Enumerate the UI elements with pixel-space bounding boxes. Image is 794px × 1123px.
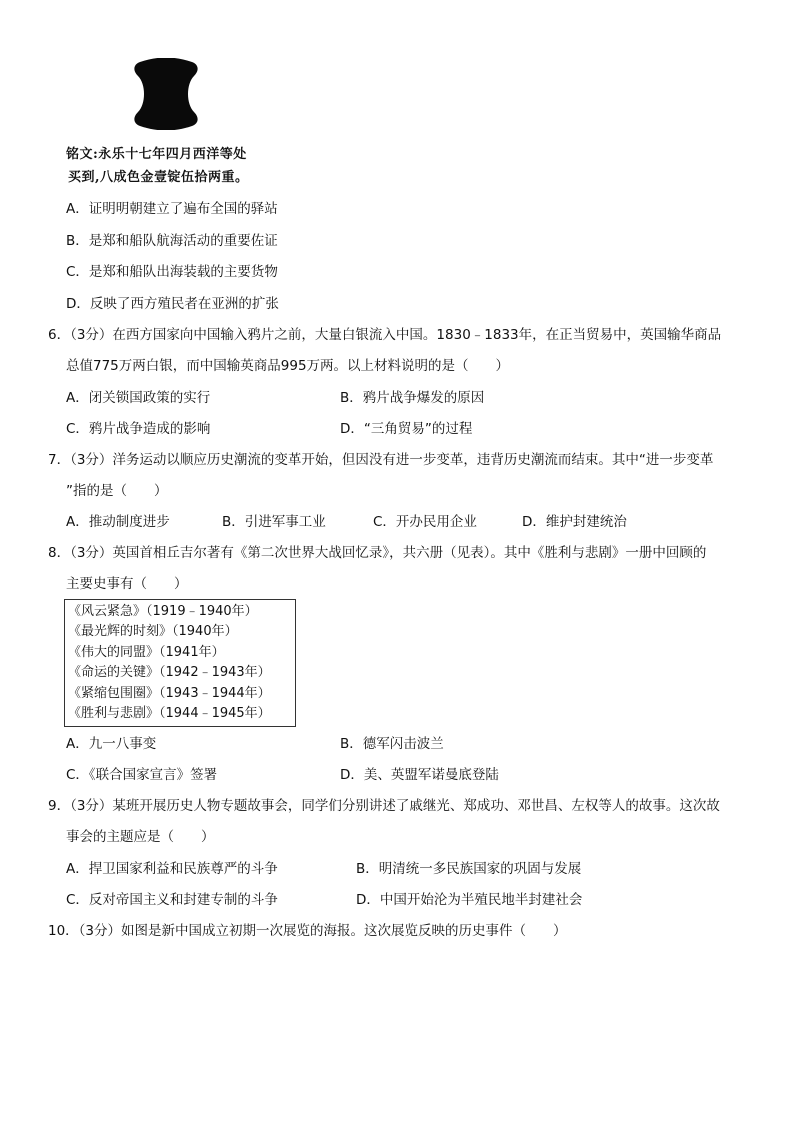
q5-option-d[interactable]: D．反映了西方殖民者在亚洲的扩张: [66, 296, 279, 312]
q7-option-b[interactable]: B．引进军事工业: [222, 514, 326, 530]
volume-row: 《胜利与悲剧》（1944﹣1945年）: [68, 706, 271, 722]
q10-stem-line-1: 10．（3分）如图是新中国成立初期一次展览的海报。这次展览反映的历史事件（ ）: [48, 923, 567, 939]
volume-row: 《命运的关键》（1942﹣1943年）: [68, 665, 271, 681]
volume-row: 《最光辉的时刻》（1940年）: [68, 624, 238, 640]
q9-option-c[interactable]: C．反对帝国主义和封建专制的斗争: [66, 892, 278, 908]
q9-stem-line-2: 事会的主题应是（ ）: [66, 829, 215, 845]
q6-option-b[interactable]: B．鸦片战争爆发的原因: [340, 390, 485, 406]
volume-row: 《紧缩包围圈》（1943﹣1944年）: [68, 685, 271, 701]
q6-stem-line-1: 6．（3分）在西方国家向中国输入鸦片之前，大量白银流入中国。1830﹣1833年，在正当贸易中，英国输华商品: [48, 327, 722, 343]
q5-option-c[interactable]: C．是郑和船队出海装载的主要货物: [66, 264, 278, 280]
q7-option-c[interactable]: C．开办民用企业: [373, 514, 477, 530]
q5-option-a[interactable]: A．证明明朝建立了遍布全国的驿站: [66, 201, 278, 217]
q9-option-a[interactable]: A．捍卫国家利益和民族尊严的斗争: [66, 861, 278, 877]
q9-option-d[interactable]: D．中国开始沦为半殖民地半封建社会: [356, 892, 583, 908]
q9-option-b[interactable]: B．明清统一多民族国家的巩固与发展: [356, 861, 582, 877]
q7-option-a[interactable]: A．推动制度进步: [66, 514, 170, 530]
q7-stem-line-1: 7．（3分）洋务运动以顺应历史潮流的变革开始，但因没有进一步变革，违背历史潮流而结束。其中“进一步变革: [48, 452, 714, 468]
gold-ingot-image: [128, 58, 204, 130]
q8-option-d[interactable]: D．美、英盟军诺曼底登陆: [340, 767, 499, 783]
q8-option-b[interactable]: B．德军闪击波兰: [340, 736, 444, 752]
q8-stem-line-2: 主要史事有（ ）: [66, 576, 188, 592]
q7-stem-line-2: ”指的是（ ）: [66, 483, 168, 499]
q7-option-d[interactable]: D．维护封建统治: [522, 514, 627, 530]
q5-option-b[interactable]: B．是郑和船队航海活动的重要佐证: [66, 233, 278, 249]
q8-option-c[interactable]: C．《联合国家宣言》签署: [66, 767, 218, 783]
q8-stem-line-1: 8．（3分）英国首相丘吉尔著有《第二次世界大战回忆录》，共六册（见表）。其中《胜利与悲剧》一册中回顾的: [48, 545, 707, 561]
inscription-line-1: 铭文:永乐十七年四月西洋等处: [66, 147, 247, 162]
volume-row: 《风云紧急》（1919﹣1940年）: [68, 604, 258, 619]
inscription-line-2: 买到,八成色金壹锭伍拾两重。: [68, 170, 249, 185]
q9-stem-line-1: 9．（3分）某班开展历史人物专题故事会，同学们分别讲述了戚继光、郑成功、邓世昌、左权等人的故事。这次故: [48, 798, 720, 814]
q6-option-a[interactable]: A．闭关锁国政策的实行: [66, 390, 211, 406]
q6-stem-line-2: 总值775万两白银，而中国输英商品995万两。以上材料说明的是（ ）: [66, 358, 510, 374]
q8-option-a[interactable]: A．九一八事变: [66, 736, 157, 752]
q6-option-d[interactable]: D．“三角贸易”的过程: [340, 421, 473, 437]
q6-option-c[interactable]: C．鸦片战争造成的影响: [66, 421, 211, 437]
volume-row: 《伟大的同盟》（1941年）: [68, 644, 225, 660]
memoir-volumes-table: [64, 599, 296, 727]
